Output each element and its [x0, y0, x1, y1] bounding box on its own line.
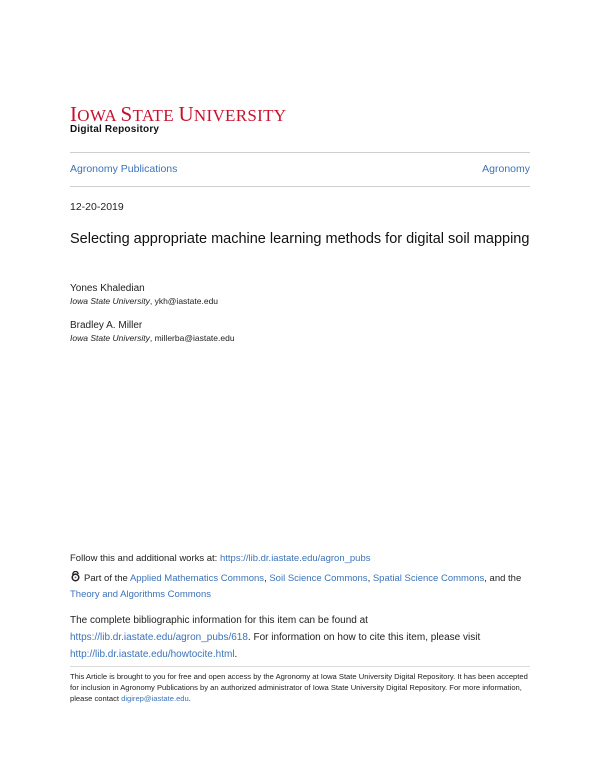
soil-science-commons-link[interactable]: Soil Science Commons: [269, 573, 368, 584]
author-affiliation: Iowa State University, ykh@iastate.edu: [70, 296, 219, 306]
divider-top: [70, 152, 530, 153]
author-name: Bradley A. Miller: [70, 320, 143, 331]
bibliographic-info: The complete bibliographic information for this item can be found at https://lib.dr.iastate.edu/agron_pubs/618. For information on how to cite this item, please visit http://lib.dr.iastate.edu/howtocite.html.: [70, 615, 481, 660]
theory-algorithms-commons-link[interactable]: Theory and Algorithms Commons: [70, 589, 211, 600]
applied-mathematics-commons-link[interactable]: Applied Mathematics Commons: [129, 573, 265, 584]
how-to-cite-link[interactable]: http://lib.dr.iastate.edu/howtocite.html: [70, 649, 235, 660]
author-block: [70, 319, 235, 345]
divider-nav: [70, 186, 530, 187]
collection-nav: [70, 163, 530, 175]
author-affiliation: Iowa State University, millerba@iastate.edu: [70, 333, 235, 343]
follow-line: Follow this and additional works at: https://lib.dr.iastate.edu/agron_pubs: [70, 553, 371, 564]
spatial-science-commons-link[interactable]: Spatial Science Commons: [372, 573, 485, 584]
agronomy-publications-link[interactable]: Agronomy Publications: [70, 163, 178, 175]
contact-email-link[interactable]: digirep@iastate.edu: [121, 694, 189, 703]
author-block: [70, 282, 218, 308]
agronomy-link[interactable]: Agronomy: [482, 163, 530, 175]
repository-name: Digital Repository: [70, 124, 160, 135]
open-access-icon: [70, 571, 81, 582]
footer-notice: This Article is brought to you for free and open access by the Agronomy at Iowa State University Digital Repository. It has been accepted for inclusion in Agronomy Publications by an authorized administrator of Iowa State University Digital Repository. For more information, please contact digirep@iastate.edu.: [70, 672, 528, 703]
part-of-line: Part of the Applied Mathematics Commons, Soil Science Commons, Spatial Science Commons, and the Theory and Algorithms Commons: [70, 573, 522, 600]
author-name: Yones Khaledian: [70, 283, 145, 294]
university-logo: IOWA STATE UNIVERSITY: [70, 102, 287, 126]
publication-date: 12-20-2019: [70, 201, 124, 213]
divider-footer: [70, 666, 530, 667]
article-title: Selecting appropriate machine learning methods for digital soil mapping: [70, 231, 530, 247]
agron-pubs-link[interactable]: https://lib.dr.iastate.edu/agron_pubs: [219, 553, 371, 564]
item-link[interactable]: https://lib.dr.iastate.edu/agron_pubs/618: [70, 632, 248, 643]
